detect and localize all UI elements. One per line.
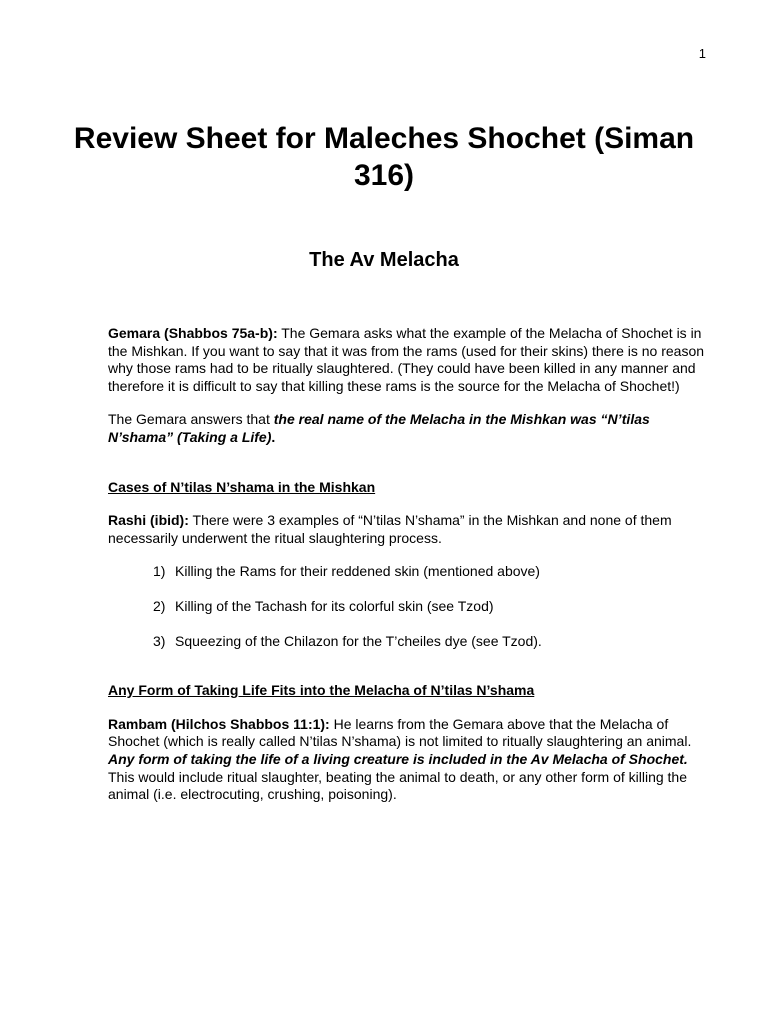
rambam-emphasis: Any form of taking the life of a living creature is included in the Av Melacha of Shochet.: [108, 750, 688, 767]
gemara-text: The Gemara asks what the example of the Melacha of Shochet is in the Mishkan. If you want to say that it was from the rams (used for their skins) there is no reason why those rams had to be ritually slaughtered. (They could have been killed in any manner and therefore it is difficult to say that killing these rams is the source for the Melacha of Shochet!): [108, 325, 705, 394]
rambam-paragraph: [108, 716, 714, 804]
rambam-text-1: He learns from the Gemara above that the Melacha of Shochet (which is really called N’tilas N’shama) is not limited to ritually slaughtering an animal.: [108, 715, 692, 750]
taking-life-heading: Any Form of Taking Life Fits into the Melacha of N’tilas N’shama: [108, 682, 535, 699]
answer-post: .: [271, 428, 276, 445]
page-number: 1: [698, 46, 706, 61]
cases-list: [108, 563, 714, 650]
page-title: Review Sheet for Maleches Shochet (Siman 316): [73, 122, 695, 192]
section-subtitle: The Av Melacha: [309, 249, 459, 271]
rambam-lead: Rambam (Hilchos Shabbos 11:1):: [108, 715, 330, 732]
rashi-paragraph: [108, 512, 714, 547]
rashi-text: There were 3 examples of “N’tilas N’shama” in the Mishkan and none of them necessarily underwent the ritual slaughtering process.: [108, 512, 672, 546]
cases-heading: Cases of N’tilas N’shama in the Mishkan: [108, 478, 376, 495]
document-body: [108, 325, 714, 804]
gemara-paragraph: [108, 325, 714, 395]
list-item: 1) Killing the Rams for their reddened skin (mentioned above): [153, 563, 540, 580]
answer-emphasis: the real name of the Melacha in the Mishkan was “N’tilas N’shama” (Taking a Life): [108, 411, 650, 445]
rashi-lead: Rashi (ibid):: [108, 512, 189, 529]
gemara-lead: Gemara (Shabbos 75a-b):: [108, 325, 278, 341]
answer-pre: The Gemara answers that: [108, 411, 274, 428]
rambam-text-2: This would include ritual slaughter, beating the animal to death, or any other form of killing the animal (i.e. electrocuting, crushing, poisoning).: [108, 768, 687, 803]
answer-paragraph: [108, 411, 714, 446]
list-item: 3) Squeezing of the Chilazon for the T’cheiles dye (see Tzod).: [153, 632, 542, 649]
list-item: 2) Killing of the Tachash for its colorful skin (see Tzod): [153, 597, 494, 614]
